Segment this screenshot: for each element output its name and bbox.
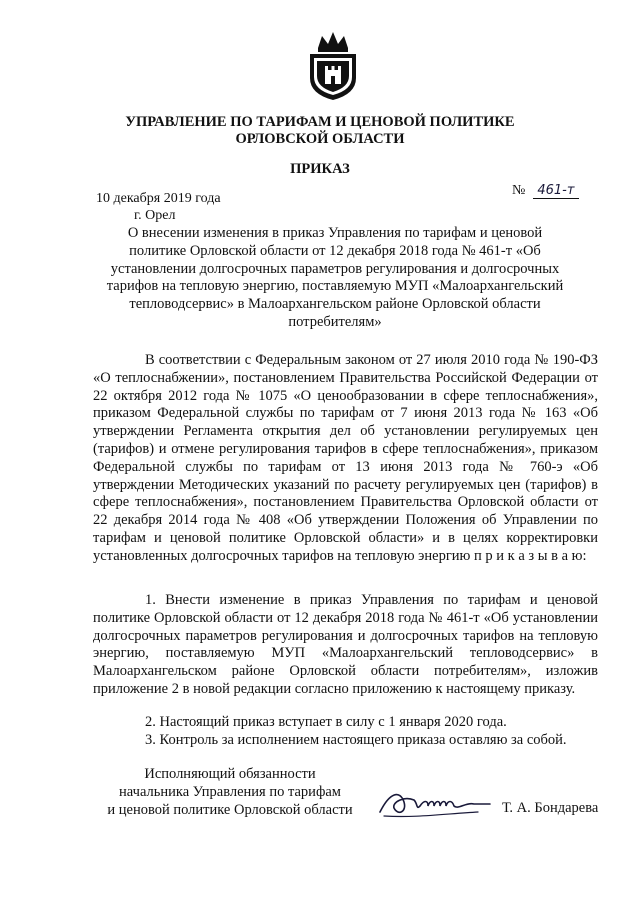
document-title: ПРИКАЗ <box>290 161 350 177</box>
number-handwritten-value: 461-т <box>533 183 579 199</box>
signatory-name: Т. А. Бондарева <box>502 800 599 816</box>
signatory-position-line2: начальника Управления по тарифам <box>119 783 341 800</box>
document-number <box>512 183 579 199</box>
issuer-name-line2: ОРЛОВСКОЙ ОБЛАСТИ <box>235 131 405 147</box>
order-item-1: 1. Внести изменение в приказ Управления по тарифам и ценовой политике Орловской области от 12 декабря 2018 года № 461-т «Об установлении долгосрочных параметров регулирования и долгосрочных тарифов на тепловую энергию, поставляемую МУП «Малоархангельский тепловодсервис» в Малоархангельском районе Орловской области потребителям», изложив приложение 2 в новой редакции согласно приложению к настоящему приказу. <box>93 592 598 697</box>
number-sign: № <box>512 183 526 198</box>
document-date: 10 декабря 2019 года <box>96 191 221 206</box>
signatory-position-line3: и ценовой политике Орловской области <box>107 801 353 818</box>
signatory-position-line1: Исполняющий обязанности <box>144 766 316 782</box>
document-city: г. Орел <box>134 208 176 223</box>
signatory-position <box>90 766 370 819</box>
handwritten-signature <box>374 782 494 824</box>
order-item-3: 3. Контроль за исполнением настоящего приказа оставляю за собой. <box>145 732 567 748</box>
document-subject: О внесении изменения в приказ Управления по тарифам и ценовой политике Орловской области от 12 декабря 2018 года № 461-т «Об установлении долгосрочных параметров регулирования и долгосрочных тарифов на тепловую энергию, поставляемую МУП «Малоархангельский тепловодсервис» в Малоархангельском районе Орловской области потребителям» <box>106 225 564 330</box>
preamble-paragraph: В соответствии с Федеральным законом от 27 июля 2010 года № 190-ФЗ «О теплоснабжении», постановлением Правительства Российской Федерации от 22 октября 2012 года № 1075 «О ценообразовании в сфере теплоснабжения», приказом Федеральной службы по тарифам от 7 июня 2013 года № 163 «Об утверждении Регламента открытия дел об установлении регулируемых цен (тарифов) и отмене регулирования тарифов в сфере теплоснабжения», приказом Федеральной службы по тарифам от 13 июня 2013 года № 760-э «Об утверждении Методических указаний по расчету регулируемых цен (тарифов) в сфере теплоснабжения», постановлением Правительства Орловской области от 22 декабря 2014 года № 408 «Об утверждении Положения об Управлении по тарифам и ценовой политике Орловской области» и в целях корректировки установленных долгосрочных тарифов на тепловую энергию п р и к а з ы в а ю: <box>93 352 598 564</box>
coat-of-arms-emblem <box>304 30 362 102</box>
issuer-name-line1: УПРАВЛЕНИЕ ПО ТАРИФАМ И ЦЕНОВОЙ ПОЛИТИКЕ <box>125 114 515 130</box>
order-item-2: 2. Настоящий приказ вступает в силу с 1 января 2020 года. <box>145 714 507 730</box>
